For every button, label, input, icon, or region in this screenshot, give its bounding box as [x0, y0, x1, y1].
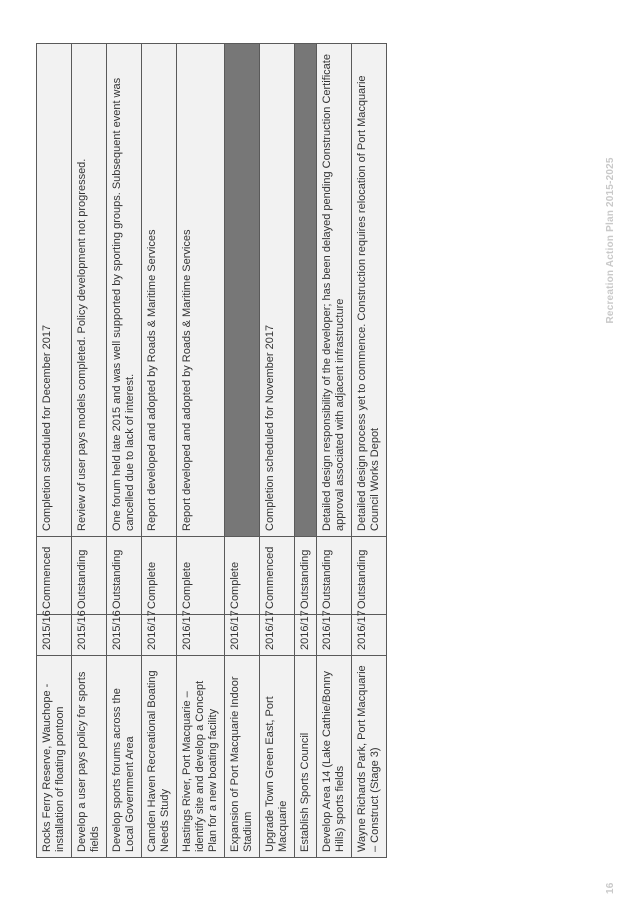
status-cell: Commenced [260, 537, 295, 615]
status-cell: Outstanding [72, 537, 107, 615]
table-row [260, 44, 295, 858]
comment-cell-shaded [295, 44, 317, 537]
action-cell: Develop sports forums across the Local Government Area [107, 656, 142, 858]
year-cell: 2015/16 [107, 615, 142, 656]
year-cell: 2016/17 [177, 615, 225, 656]
year-cell: 2016/17 [317, 615, 352, 656]
comment-cell: Report developed and adopted by Roads & Maritime Services [177, 44, 225, 537]
year-cell: 2016/17 [295, 615, 317, 656]
action-cell: Upgrade Town Green East, Port Macquarie [260, 656, 295, 858]
year-cell: 2016/17 [225, 615, 260, 656]
document-title: Recreation Action Plan 2015-2025 [605, 157, 616, 324]
action-cell: Expansion of Port Macquarie Indoor Stadium [225, 656, 260, 858]
comment-cell: Detailed design process yet to commence. Construction requires relocation of Port Macquarie Council Works Depot [352, 44, 387, 537]
table-row [295, 44, 317, 858]
action-cell: Wayne Richards Park, Port Macquarie – Construct (Stage 3) [352, 656, 387, 858]
page-footer [605, 157, 616, 894]
year-cell: 2015/16 [37, 615, 72, 656]
action-cell: Hastings River, Port Macquarie – identify site and develop a Concept Plan for a new boating facility [177, 656, 225, 858]
table-row [142, 44, 177, 858]
status-cell: Complete [225, 537, 260, 615]
year-cell: 2016/17 [260, 615, 295, 656]
table-row [177, 44, 225, 858]
status-cell: Outstanding [352, 537, 387, 615]
table-row [352, 44, 387, 858]
comment-cell: Completion scheduled for December 2017 [37, 44, 72, 537]
status-cell: Outstanding [317, 537, 352, 615]
status-cell: Commenced [37, 537, 72, 615]
comment-cell: One forum held late 2015 and was well supported by sporting groups. Subsequent event was cancelled due to lack of interest. [107, 44, 142, 537]
year-cell: 2016/17 [142, 615, 177, 656]
status-cell: Outstanding [295, 537, 317, 615]
action-cell: Camden Haven Recreational Boating Needs Study [142, 656, 177, 858]
year-cell: 2016/17 [352, 615, 387, 656]
action-cell: Develop a user pays policy for sports fields [72, 656, 107, 858]
table-row [37, 44, 72, 858]
status-cell: Outstanding [107, 537, 142, 615]
table-row [317, 44, 352, 858]
table-row [225, 44, 260, 858]
year-cell: 2015/16 [72, 615, 107, 656]
comment-cell: Detailed design responsibility of the developer; has been delayed pending Construction Certificate approval associated with adjacent infrastructure [317, 44, 352, 537]
action-status-table [36, 43, 387, 858]
status-cell: Complete [177, 537, 225, 615]
comment-cell: Report developed and adopted by Roads & Maritime Services [142, 44, 177, 537]
comment-cell-shaded [225, 44, 260, 537]
table-row [107, 44, 142, 858]
status-cell: Complete [142, 537, 177, 615]
table-row [72, 44, 107, 858]
action-cell: Establish Sports Council [295, 656, 317, 858]
action-cell: Rocks Ferry Reserve, Wauchope - installation of floating pontoon [37, 656, 72, 858]
comment-cell: Completion scheduled for November 2017 [260, 44, 295, 537]
page-number: 16 [605, 882, 616, 894]
comment-cell: Review of user pays models completed. Policy development not progressed. [72, 44, 107, 537]
action-cell: Develop Area 14 (Lake Cathie/Bonny Hills) sports fields [317, 656, 352, 858]
